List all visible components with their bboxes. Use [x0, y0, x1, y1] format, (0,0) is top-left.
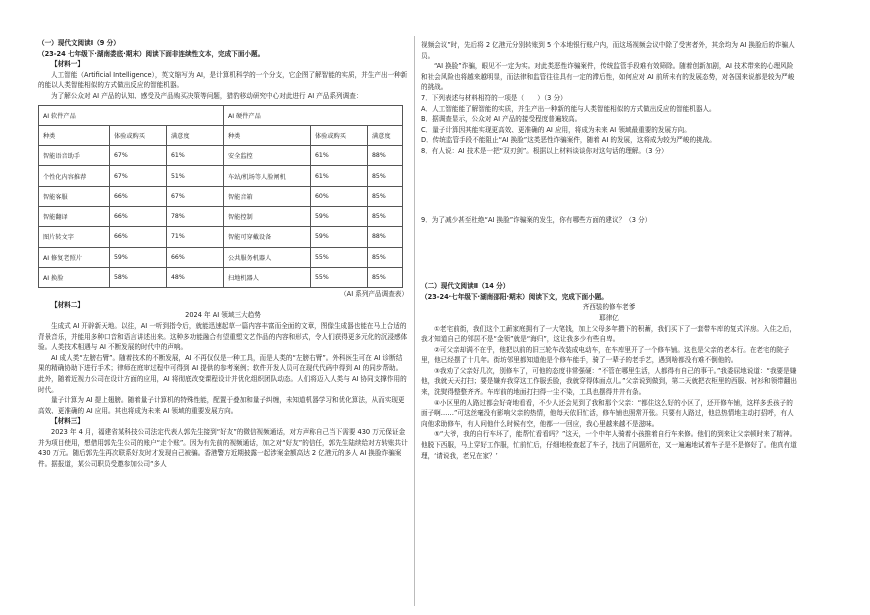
group-software: AI 软件产品	[39, 105, 224, 125]
survey-cell: 智能语音助手	[39, 146, 110, 166]
left-column	[38, 38, 408, 469]
material2-label: 【材料二】	[51, 300, 84, 309]
material1-para1: 人工智能（Artificial Intelligence），英文缩写为 AI，是计算机科学的一个分支，它企图了解智能的实质，并生产出一种新的能以人类智能相似的方式做出反应的智能机器。	[38, 70, 408, 90]
survey-cell: 智能可穿戴设备	[224, 227, 311, 247]
survey-row	[39, 166, 403, 186]
survey-cell: 智能翻译	[39, 207, 110, 227]
survey-cell: AI 换脸	[39, 267, 110, 287]
survey-cell: 图片转文字	[39, 227, 110, 247]
group-hardware: AI 硬件产品	[224, 105, 403, 125]
section2-source: （23-24·七年级下·湖南邵阳·期末）阅读下文，完成下面小题。	[421, 292, 608, 301]
story-para-3: ③我劝了父亲好几次，别修车了，可他的态度非常强硬：“不管在哪里生活，人都得有自己的事干。”我委屈地说道：“我要是嫌他，我就天天打扫；要是嫌弃我穿这工作服丢脸，我就穿得体面点儿。”父亲说到做到，第二天就把衣柜里的西服、衬衫和领带翻出来，洗熨得整整齐齐。车库前的地面打扫得一尘不染，工具也摆得井井有条。	[421, 366, 797, 397]
material1-label: 【材料一】	[51, 60, 84, 69]
right-column	[421, 40, 797, 461]
material2-para2: AI 成人类“左膀右臂”。随着技术的不断发展，AI 不再仅仅是一种工具，而是人类的“左膀右臂”。外科医生可在 AI 诊断结果的精确协助下进行手术；律师在庭审过程中可得到 AI 提供的参考案例；软件开发人员可在现代代码中得到 AI 的同步帮助。此外，随着近视力公司在设计方面的应用，AI 将彻底改变课程设计并优化组织团队动态。人们将迈入人类与 AI 协同支撑作用的时代。	[38, 353, 407, 394]
question-7: 7．下列表述与材料相符的一项是（ ）（3 分）	[421, 93, 567, 102]
survey-cell: 59%	[311, 227, 368, 247]
survey-cell: 66%	[167, 247, 224, 267]
question-7-option-d: D．传统监管手段不能阻止“AI 换脸”这类恶性诈骗案件，随着 AI 的发展，这将成为较为严峻的挑战。	[421, 136, 716, 145]
story-para-4: ④小区里的人路过都会好奇地看看，不少人还会见到了我和那个父亲：“都住这么好的小区了，还开修车铺，这样多丢孩子的面子啊……”可这丝毫没有影响父亲的热情，他每天依旧忙活，修车铺也照常开张。只要有人路过，他总热情地主动打招呼，有人向他求助修车，有人问他什么时候有空，他都一一回应，我心里越来越不是滋味。	[421, 398, 794, 428]
survey-cell: 85%	[368, 267, 403, 287]
survey-table-body	[39, 105, 403, 288]
survey-cell: 85%	[368, 166, 403, 186]
survey-row	[39, 207, 403, 227]
question-7-option-c: C．量子计算因其能实现更高效、更准确的 AI 应用，将成为未来 AI 领域最重要的发展方向。	[421, 125, 691, 134]
survey-cell: 88%	[368, 227, 403, 247]
survey-cell: 61%	[311, 166, 368, 186]
table-caption: （AI 系列产品调查表）	[340, 290, 408, 299]
survey-cell: 60%	[311, 186, 368, 206]
survey-cell: 58%	[110, 267, 167, 287]
column-divider	[414, 36, 415, 606]
answer-space-8	[421, 157, 797, 215]
survey-cell: 个性化内容推荐	[39, 166, 110, 186]
survey-cell: 55%	[311, 267, 368, 287]
survey-cell: 85%	[368, 186, 403, 206]
survey-cell: 车站/机场等人脸闸机	[224, 166, 311, 186]
ai-survey-table	[38, 105, 403, 289]
material1-para2: 为了解公众对 AI 产品的认知、感受及产品购买决策等问题，猎豹移动研究中心对此进行 AI 产品系列调查：	[51, 91, 363, 100]
material3-continued: 视频会议”时，先后将 2 亿港元分别转账到 5 个本地银行账户内，而这场视频会议中除了受害者外，其余均为 AI 换脸后的诈骗人员。	[421, 41, 795, 60]
survey-cell: 智能音箱	[224, 186, 311, 206]
survey-row	[39, 247, 403, 267]
survey-cell: 71%	[167, 227, 224, 247]
survey-cell: 公共服务机器人	[224, 247, 311, 267]
survey-cell: 扫地机器人	[224, 267, 311, 287]
survey-cell: 85%	[368, 207, 403, 227]
survey-row	[39, 186, 403, 206]
col-header: 种类	[224, 125, 311, 145]
survey-cell: AI 修复老照片	[39, 247, 110, 267]
question-7-option-b: B．据调查显示，公众对 AI 产品的接受程度普遍较高。	[421, 115, 582, 124]
answer-space-9	[421, 225, 797, 281]
col-header: 满意度	[368, 125, 403, 145]
section1-title: （一）现代文阅读Ⅰ（9 分）	[38, 39, 120, 47]
survey-cell: 67%	[110, 146, 167, 166]
survey-group-row	[39, 105, 403, 125]
question-7-option-a: A．人工智能能了解智能的实质，并生产出一种新的能与人类智能相似的方式做出反应的智能机器人。	[421, 104, 716, 113]
survey-cell: 智能客服	[39, 186, 110, 206]
survey-row	[39, 267, 403, 287]
survey-cell: 85%	[368, 247, 403, 267]
survey-cell: 88%	[368, 146, 403, 166]
section1-source: （23-24 七年级下·湖南娄底·期末）阅读下面非连续性文本，完成下面小题。	[38, 49, 265, 58]
survey-cell: 智能控制	[224, 207, 311, 227]
story-title: 齐西装的修车老爹	[582, 303, 636, 312]
col-header: 种类	[39, 125, 110, 145]
story-para-1: ①老宅前街，我们这个工薪家庭拥有了一大笔钱，加上父母多年攒下的积蓄，我们买下了一套带车库的复式洋房。入住之后，我才知道自己的邻居不是“金领”就是“海归”，这让我多少有些自卑。	[421, 324, 796, 344]
survey-row	[39, 146, 403, 166]
survey-cell: 55%	[311, 247, 368, 267]
section2-title: （二）现代文阅读Ⅱ（14 分）	[421, 282, 510, 291]
survey-cell: 78%	[167, 207, 224, 227]
material3-para1: 2023 年 4 月，福建省某科技公司法定代表人郭先生接到“好友”的微信视频通话，对方声称自己当下需要 430 万元保证金并为项目使用，想借用郭先生公司的账户“走个账”。因为有先前的视频通话，加之对“好友”的信任，郭先生陆续给对方转账共计 430 万元。随后郭先生再次联系好友时才发现自己被骗。香港警方近期披露一起涉案金额高达 2 亿港元的多人 AI 换脸诈骗案件。据报道，某公司职员受邀参加公司“多人	[38, 427, 408, 468]
material3-label: 【材料三】	[51, 417, 84, 426]
col-header: 满意度	[167, 125, 224, 145]
survey-cell: 48%	[167, 267, 224, 287]
material2-para1: 生成式 AI 开辟新天地。以往，AI 一听到指令后，就能迅速起草一篇内容丰富而全面的文章，图像生成器也能在马上合适的背景音乐，并能用多种口音和语言讲述出来。这种多功能融合有望重塑文艺作品的内容和形式，令人们获得更多元化的沉浸感体验。人类技术相遇与 AI 不断发展的时代中的声响。	[38, 322, 408, 352]
material3-para2: “AI 换脸”诈骗，眼见不一定为实。对此类恶性诈骗案件，传统监管手段难有效筛除。随着创新加剧，AI 技术带来的心理风险和社会风险也将越来越明显，而法律和监管往往具有一定的滞后性，如何应对 AI 前所未有的发展态势，对各国来说都是较为严峻的挑战。	[421, 62, 795, 92]
story-author: 耶律亿	[599, 313, 619, 322]
survey-cell: 安全监控	[224, 146, 311, 166]
material2-para3: 量子计算为 AI 提上翅膀。随着量子计算机的特殊性能，配置于叠加和量子纠缠，未知道机器学习和优化算法，从而实现更高效、更准确的 AI 应用。其也将成为未来 AI 领域的重要发展方向。	[38, 396, 405, 415]
question-8: 8．有人说：AI 技术是一把“双刃剑”。根据以上材料谈谈你对这句话的理解。（3 分）	[421, 146, 668, 155]
survey-cell: 59%	[311, 207, 368, 227]
survey-cell: 61%	[167, 146, 224, 166]
survey-row	[39, 227, 403, 247]
survey-cell: 67%	[167, 186, 224, 206]
survey-cell: 67%	[110, 166, 167, 186]
material2-title: 2024 年 AI 领域三大趋势	[185, 311, 261, 320]
survey-cell: 66%	[110, 186, 167, 206]
survey-cell: 51%	[167, 166, 224, 186]
col-header: 体验或购买	[110, 125, 167, 145]
survey-cell: 66%	[110, 227, 167, 247]
story-para-5: ⑤“大爷，我的自行车坏了，能帮忙看看吗？”这天，一个中年人骑着小孩推着自行车来修。他们的到来让父亲顿时来了精神。他脱下西服，马上穿好工作服，忙前忙后，仔细地检查起了车子，找出了问题所在，又一遍遍地试着车子是不是修好了。他真有道理，‘请说我，老兄在家？’	[421, 430, 797, 460]
question-9: 9．为了减少甚至杜绝“AI 换脸”诈骗案的发生，你有哪些方面的建议？（3 分）	[421, 215, 652, 224]
survey-cell: 66%	[110, 207, 167, 227]
survey-cell: 61%	[311, 146, 368, 166]
survey-header-row	[39, 125, 403, 145]
survey-cell: 59%	[110, 247, 167, 267]
col-header: 体验或购买	[311, 125, 368, 145]
story-para-2: ②可父亲却满不在乎，他把以前的旧三轮车改装成电动车，在车库里开了一个修车铺。这也是父亲的老本行。在老宅的院子里，他已经摆了十几年。街坊邻里都知道他是个修车能手，骑了一辈子的老手艺，遇到啥都没有难不倒他的。	[421, 345, 790, 365]
